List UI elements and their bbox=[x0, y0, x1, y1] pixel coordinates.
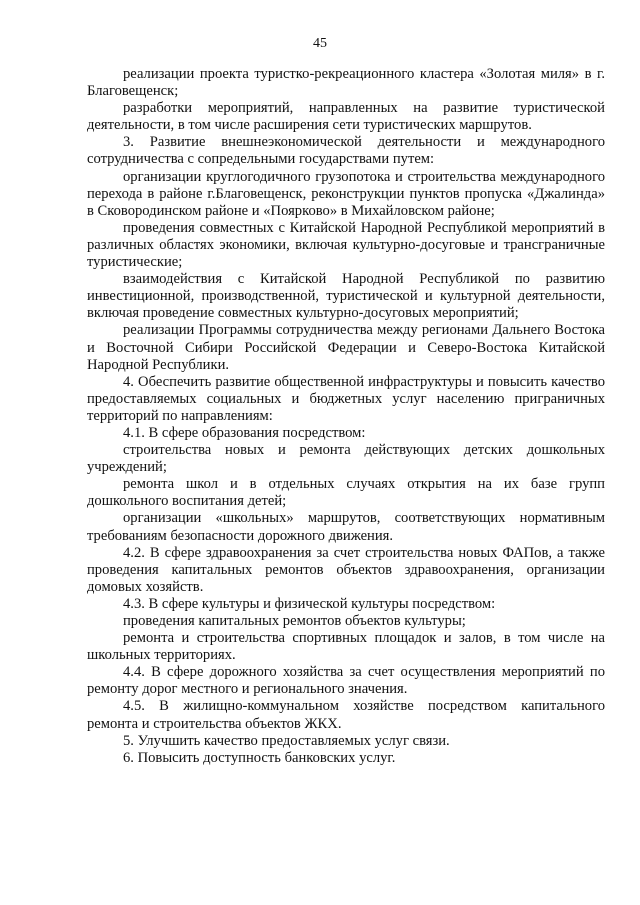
paragraph-item-4-2: 4.2. В сфере здравоохранения за счет строительства новых ФАПов, а также проведения капитальных ремонтов объектов здравоохранения, организации домовых хозяйств. bbox=[87, 544, 605, 595]
page-number: 45 bbox=[313, 36, 327, 51]
paragraph-joint-events: проведения совместных с Китайской Народной Республикой мероприятий в различных областях экономики, включая культурно-досуговые и трансграничные туристические; bbox=[87, 219, 605, 271]
paragraph-item-4-1: 4.1. В сфере образования посредством: bbox=[123, 424, 366, 441]
paragraph-item-4: 4. Обеспечить развитие общественной инфраструктуры и повысить качество предоставляемых социальных и бюджетных услуг населению приграничных территорий по направлениям: bbox=[87, 373, 605, 424]
paragraph-kindergartens: строительства новых и ремонта действующих детских дошкольных учреждений; bbox=[87, 442, 605, 476]
paragraph-item-6: 6. Повысить доступность банковских услуг. bbox=[123, 749, 396, 766]
paragraph-item-3: 3. Развитие внешнеэкономической деятельности и международного сотрудничества с сопредельными государствами путем: bbox=[87, 134, 605, 168]
paragraph-item-4-3: 4.3. В сфере культуры и физической культуры посредством: bbox=[123, 595, 496, 612]
paragraph-tourism-routes: разработки мероприятий, направленных на развитие туристической деятельности, в том числе расширения сети туристических маршрутов. bbox=[87, 100, 605, 134]
paragraph-item-5: 5. Улучшить качество предоставляемых услуг связи. bbox=[123, 732, 450, 749]
paragraph-item-4-4: 4.4. В сфере дорожного хозяйства за счет осуществления мероприятий по ремонту дорог местного и регионального значения. bbox=[87, 664, 605, 698]
paragraph-sports-facilities: ремонта и строительства спортивных площадок и залов, в том числе на школьных территориях. bbox=[87, 630, 605, 664]
paragraph-cooperation: взаимодействия с Китайской Народной Республикой по развитию инвестиционной, производственной, туристической и культурной деятельности, включая проведение совместных культурно-досуговых мероприятий; bbox=[87, 271, 605, 322]
document-body bbox=[87, 66, 605, 767]
paragraph-schools: ремонта школ и в отдельных случаях открытия на их базе групп дошкольного воспитания детей; bbox=[87, 476, 605, 510]
paragraph-cooperation-program: реализации Программы сотрудничества между регионами Дальнего Востока и Восточной Сибири Российской Федерации и Северо-Востока Китайской Народной Республики. bbox=[87, 322, 605, 373]
paragraph-item-4-5: 4.5. В жилищно-коммунальном хозяйстве посредством капитального ремонта и строительства объектов ЖКХ. bbox=[87, 698, 605, 732]
paragraph-tourism-cluster: реализации проекта туристко-рекреационного кластера «Золотая миля» в г. Благовещенск; bbox=[87, 66, 605, 100]
paragraph-culture-repairs: проведения капитальных ремонтов объектов культуры; bbox=[123, 613, 466, 629]
paragraph-border-crossings: организации круглогодичного грузопотока и строительства международного перехода в районе г.Благовещенск, реконструкции пунктов пропуска «Джалинда» в Сковородинском районе и «Поярково» в Михайловском районе; bbox=[87, 168, 605, 219]
paragraph-school-routes: организации «школьных» маршрутов, соответствующих нормативным требованиям безопасности дорожного движения. bbox=[87, 510, 605, 544]
